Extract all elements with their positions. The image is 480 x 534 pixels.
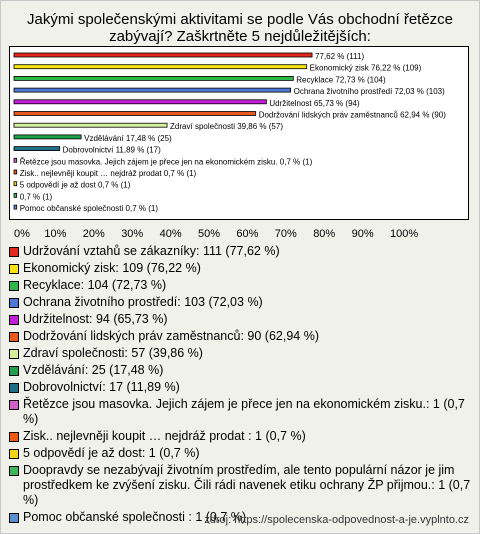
- legend-label-6: Zdraví společnosti: 57 (39,86 %): [23, 346, 203, 360]
- legend-item-2: [9, 278, 471, 293]
- bar-label-12: 0,7 % (1): [19, 192, 53, 202]
- legend-swatch-6: [9, 349, 19, 359]
- legend-swatch-13: [9, 513, 19, 523]
- legend-swatch-2: [9, 281, 19, 291]
- x-tick-label-9: 90%: [351, 228, 374, 240]
- legend-swatch-0: [9, 247, 19, 257]
- bar-label-6: Zdraví společnosti 39,86 % (57): [170, 122, 284, 132]
- legend-label-4: Udržitelnost: 94 (65,73 %): [23, 312, 168, 326]
- legend-label-8: Dobrovolnictví: 17 (11,89 %): [23, 380, 180, 394]
- x-tick-label-0: 0%: [14, 228, 30, 240]
- legend-swatch-10: [9, 432, 19, 442]
- x-tick-label-5: 50%: [198, 228, 221, 240]
- legend-label-3: Ochrana životního prostředí: 103 (72,03 %): [23, 295, 263, 309]
- x-tick-label-3: 30%: [121, 228, 144, 240]
- bar-label-8: Dobrovolnictví 11,89 % (17): [62, 145, 161, 155]
- legend-item-6: [9, 346, 471, 361]
- legend-label-11: 5 odpovědí je až dost: 1 (0,7 %): [23, 446, 200, 460]
- legend-label-10: Zisk.. nejlevněji koupit … nejdráž prodat : 1 (0,7 %): [23, 429, 306, 443]
- legend-item-8: [9, 380, 471, 395]
- x-tick-label-7: 70%: [274, 228, 297, 240]
- legend-swatch-12: [9, 466, 19, 476]
- legend-swatch-9: [9, 400, 19, 410]
- x-tick-label-10: 100%: [390, 228, 419, 240]
- legend-item-10: [9, 429, 471, 444]
- legend-swatch-11: [9, 449, 19, 459]
- x-tick-label-1: 10%: [44, 228, 67, 240]
- legend-item-5: [9, 329, 471, 344]
- legend-item-7: [9, 363, 471, 378]
- legend-label-12: Doopravdy se nezabývají životním prostředím, ale tento populární názor je jim prostředkem ke zvýšení zisku. Čili rádi navenek etiku ochrany ŽP přijmou.: 1 (0,7 %): [23, 463, 471, 507]
- legend-item-4: [9, 312, 471, 327]
- legend-label-13: Pomoc občanské společnosti : 1 (0,7 %): [23, 510, 247, 524]
- legend: [9, 244, 471, 527]
- x-axis: [1, 1, 479, 241]
- legend-item-1: [9, 261, 471, 276]
- legend-swatch-3: [9, 298, 19, 308]
- legend-item-0: [9, 244, 471, 259]
- source-note: zdroj: https://spolecenska-odpovednost-a-je.vyplnto.cz: [204, 514, 469, 526]
- bar-label-13: Pomoc občanské společnosti 0,7 % (1): [19, 204, 158, 214]
- legend-item-3: [9, 295, 471, 310]
- legend-item-11: [9, 446, 471, 461]
- bar-label-4: Udržitelnost 65,73 % (94): [269, 98, 360, 108]
- legend-swatch-8: [9, 383, 19, 393]
- x-tick-label-4: 40%: [159, 228, 182, 240]
- legend-swatch-4: [9, 315, 19, 325]
- legend-item-12: [9, 463, 471, 508]
- legend-swatch-5: [9, 332, 19, 342]
- legend-label-5: Dodržování lidských práv zaměstnanců: 90 (62,94 %): [23, 329, 319, 343]
- bar-label-7: Vzdělávání 17,48 % (25): [84, 133, 172, 143]
- bar-label-10: Zisk.. nejlevněji koupit … nejdráž prodat 0,7 % (1): [19, 169, 197, 178]
- bar-label-0: 77,62 % (111): [315, 52, 365, 61]
- legend-swatch-1: [9, 264, 19, 274]
- x-tick-label-6: 60%: [236, 228, 259, 240]
- x-tick-label-2: 20%: [82, 228, 105, 240]
- bar-label-11: 5 odpovědí je až dost 0,7 % (1): [19, 180, 131, 190]
- bar-label-3: Ochrana životního prostředí 72,03 % (103): [293, 87, 445, 97]
- legend-label-9: Řetězce jsou masovka. Jejich zájem je přece jen na ekonomickém zisku.: 1 (0,7 %): [23, 397, 465, 426]
- legend-label-7: Vzdělávání: 25 (17,48 %): [23, 363, 164, 377]
- legend-swatch-7: [9, 366, 19, 376]
- bar-label-2: Recyklace 72,73 % (104): [296, 75, 386, 85]
- legend-item-9: [9, 397, 471, 427]
- x-tick-label-8: 80%: [313, 228, 336, 240]
- bar-label-1: Ekonomický zisk 76,22 % (109): [309, 63, 422, 73]
- legend-label-1: Ekonomický zisk: 109 (76,22 %): [23, 261, 201, 275]
- chart-title: Jakými společenskými aktivitami se podle Vás obchodní řetězce zabývají? Zaškrtněte 5 nejdůležitějších:: [26, 11, 454, 45]
- bar-label-9: Řetězce jsou masovka. Jejich zájem je přece jen na ekonomickém zisku. 0,7 % (1): [19, 157, 313, 167]
- bar-label-5: Dodržování lidských práv zaměstnanců 62,94 % (90): [258, 110, 446, 120]
- legend-label-0: Udržování vztahů se zákazníky: 111 (77,62 %): [23, 244, 280, 258]
- legend-label-2: Recyklace: 104 (72,73 %): [23, 278, 167, 292]
